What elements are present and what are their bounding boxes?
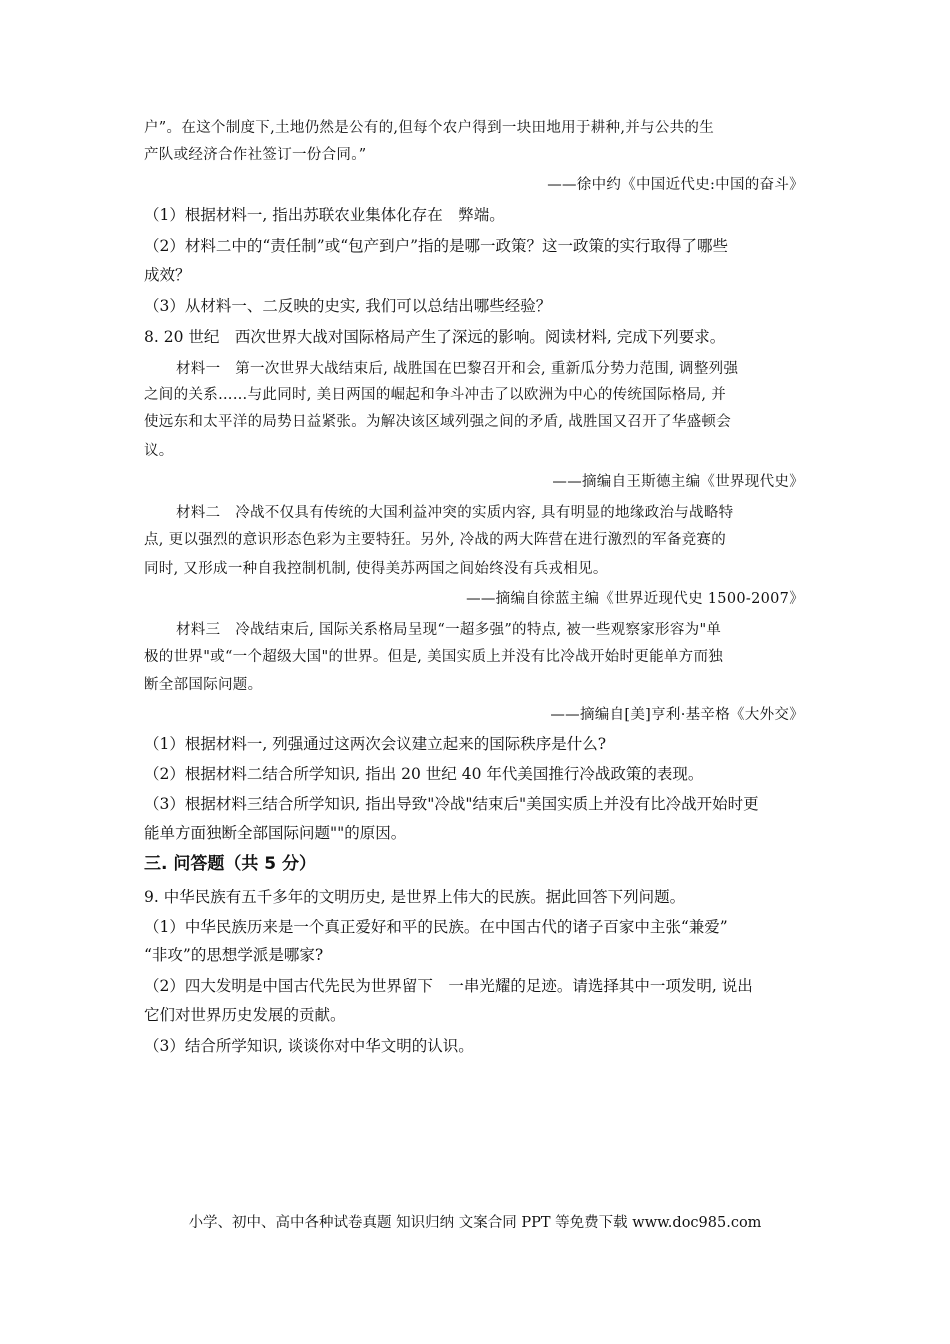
material-text-line: 材料一 第一次世界大战结束后, 战胜国在巴黎召开和会, 重新瓜分势力范围, 调整列强: [176, 361, 739, 377]
question-item: （2）材料二中的“责任制”或“包产到户”指的是哪一政策？这一政策的实行取得了哪些: [144, 237, 729, 255]
question-item: （3）结合所学知识, 谈谈你对中华文明的认识。: [144, 1037, 474, 1055]
question-item: “非攻”的思想学派是哪家?: [144, 946, 324, 964]
material-text-line: 议。: [144, 443, 174, 459]
question-item: 它们对世界历史发展的贡献。: [144, 1006, 346, 1024]
material-source: ——徐中约《中国近代史:中国的奋斗》: [547, 177, 804, 193]
question-item: 能单方面独断全部国际问题""的原因。: [144, 824, 407, 842]
material-text-line: 使远东和太平洋的局势日益紧张。为解决该区域列强之间的矛盾, 战胜国又召开了华盛顿会: [144, 414, 732, 430]
material-text-line: 之间的关系……与此同时, 美日两国的崛起和争斗冲击了以欧洲为中心的传统国际格局, 并: [144, 387, 727, 403]
material-source: ——摘编自[美]亨利·基辛格《大外交》: [550, 707, 804, 723]
question-item: （2）四大发明是中国古代先民为世界留下 一串光耀的足迹。请选择其中一项发明, 说出: [144, 977, 753, 995]
question-item: 成效？: [144, 266, 191, 284]
section-heading: 三. 问答题（共 5 分）: [144, 854, 317, 874]
question-item: （1）中华民族历来是一个真正爱好和平的民族。在中国古代的诸子百家中主张“兼爱”: [144, 918, 728, 936]
material-text-line: 断全部国际问题。: [144, 677, 263, 693]
material-text-line: 极的世界"或“一个超级大国"的世界。但是, 美国实质上并没有比冷战开始时更能单方而独: [144, 649, 724, 665]
material-text-line: 产队或经济合作社签订一份合同。”: [144, 147, 367, 163]
material-text-line: 材料二 冷战不仅具有传统的大国利益冲突的实质内容, 具有明显的地缘政治与战略特: [176, 505, 734, 521]
material-text-line: 点, 更以强烈的意识形态色彩为主要特狂。另外, 冷战的两大阵营在进行激烈的军备竞赛的: [144, 532, 727, 548]
material-text-line: 户”。在这个制度下,土地仍然是公有的,但每个农户得到一块田地用于耕种,并与公共的生: [144, 120, 715, 136]
question-item: （1）根据材料一, 指出苏联农业集体化存在 弊端。: [144, 206, 505, 224]
material-source: ——摘编自王斯德主编《世界现代史》: [552, 474, 804, 490]
question-title: 9. 中华民族有五千多年的文明历史, 是世界上伟大的民族。据此回答下列问题。: [144, 888, 686, 906]
material-text-line: 材料三 冷战结束后, 国际关系格局呈现“一超多强”的特点, 被一些观察家形容为"单: [176, 622, 722, 638]
page-footer: 小学、初中、高中各种试卷真题 知识归纳 文案合同 PPT 等免费下载 www.doc985.com: [188, 1215, 762, 1231]
question-item: （3）从材料一、二反映的史实, 我们可以总结出哪些经验？: [144, 297, 552, 315]
material-text-line: 同时, 又形成一种自我控制机制, 使得美苏两国之间始终没有兵戎相见。: [144, 561, 608, 577]
question-item: （1）根据材料一, 列强通过这两次会议建立起来的国际秩序是什么?: [144, 735, 607, 753]
question-title: 8. 20 世纪 西次世界大战对国际格局产生了深远的影响。阅读材料, 完成下列要求。: [144, 328, 726, 346]
question-item: （3）根据材料三结合所学知识, 指出导致"冷战"结束后"美国实质上并没有比冷战开始时更: [144, 795, 759, 813]
material-source: ——摘编自徐蓝主编《世界近现代史 1500-2007》: [466, 591, 804, 607]
question-item: （2）根据材料二结合所学知识, 指出 20 世纪 40 年代美国推行冷战政策的表现。: [144, 765, 704, 783]
